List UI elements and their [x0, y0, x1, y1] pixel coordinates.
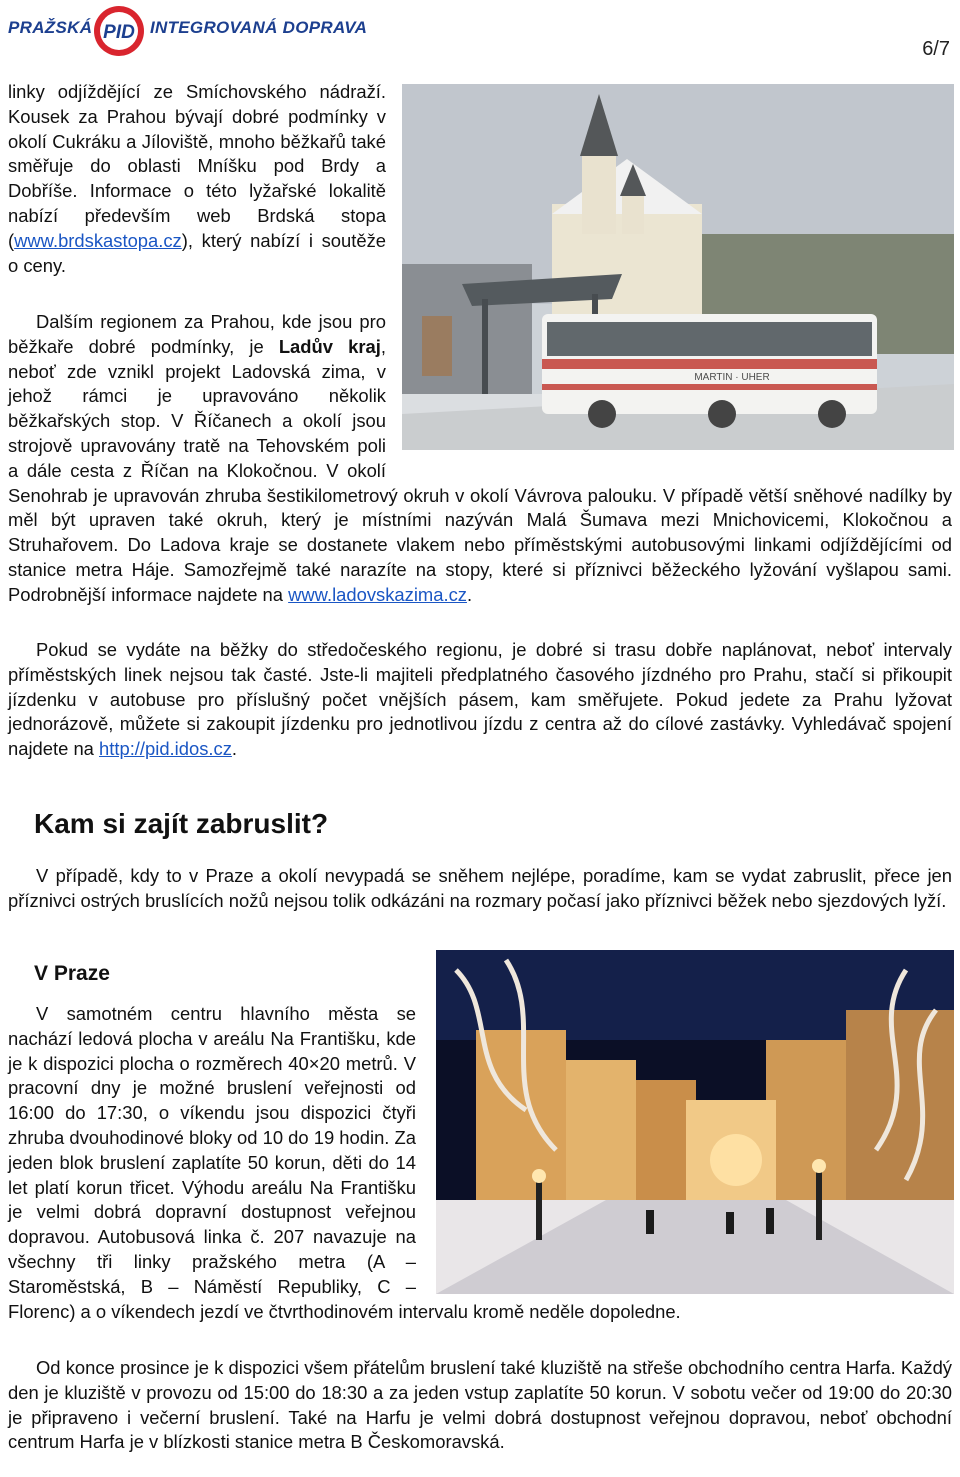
paragraph-text: . [231, 738, 238, 760]
heading-skating: Kam si zajít zabruslit? [34, 808, 329, 839]
text-wrap-spacer [416, 1002, 952, 1290]
bus-label: MARTIN · UHER [694, 372, 770, 383]
pid-badge-icon [92, 4, 146, 58]
paragraph-text: linky odjíždějící ze Smíchovského nádraží. Kousek za Prahou bývají dobré podmínky v okolí Cukráku a Jíloviště, mnoho běžkařů také směřuje do oblasti Mníšku pod Brdy a Dobříše. Informace o této lyžařské lokalitě nabízí především web Brdská stopa ( [8, 81, 386, 251]
text-wrap-spacer [386, 310, 952, 460]
paragraph-text: V samotném centru hlavního města se nachází ledová plocha v areálu Na Františku, kde je k dispozici plocha o rozměrech 40×20 metrů. V pracovní dny je možné bruslení veřejnosti od 16:00 do 17:30, o víkendu jsou dispozici čtyři zhruba dvouhodinové bloky od 10 do 19 hodin. Za jeden blok bruslení zaplatíte 50 korun, děti do 14 let platí korun třicet. Výhodu areálu Na Františku je velmi dobrá dopravní dostupnost veřejnou dopravou. Autobusová linka č. 207 navazuje na všechny tři linky pražského metra (A – Staroměstská, B – Náměstí Republiky, C – Florenc) a o víkendech jezdí ve čtvrthodinovém intervalu kromě neděle dopoledne. [8, 1003, 681, 1322]
paragraph-text: . [466, 583, 473, 605]
paragraph-text: Pokud se vydáte na běžky do středočeského regionu, je dobré si trasu dobře naplánovat, neboť intervaly příměstských linek nejsou tak časté. Jste-li majiteli předplatného časového jízdného pro Prahu, stačí si přikoupit jízdenku v autobuse pro příslušný počet vnějších pásem, kam směřujete. Pokud jedete za Prahu lyžovat jednorázově, můžete si zakoupit jízdenku pro jednotlivou jízdu z centra až do cílové zastávky. Vyhledávač spojení najdete na [8, 639, 952, 760]
logo-text-left: PRAŽSKÁ [8, 18, 93, 37]
link-ladovskazima[interactable]: www.ladovskazima.cz [288, 583, 467, 605]
heading-prague: V Praze [34, 962, 110, 985]
paragraph-na-frantisku [8, 1002, 952, 1324]
logo-text-right: INTEGROVANÁ DOPRAVA [150, 18, 368, 37]
pid-logo [8, 4, 428, 56]
paragraph-brdy [8, 80, 386, 278]
link-brdskastopa[interactable]: www.brdskastopa.cz [14, 229, 182, 251]
paragraph-text: , neboť zde vznikl projekt Ladovská zima, v jehož rámci je upravováno několik běžkařských stop. V Říčanech a okolí jsou strojově upravovány tratě na Tehovském poli a dále cesta z Říčan na Klokočnou. V okolí Senohrab je upravován zhruba šestikilometrový okruh v okolí Vávrova palouku. V případě větší sněhové nadílky by měl být upraven také okruh, který je místními nazýván Malá Šumava mezi Mnichovicemi, Klokočnou a Struhařovem. Do Ladova kraje se dostanete vlakem nebo příměstskými autobusovými linkami odjíždějícími od stanice metra Háje. Samozřejmě také narazíte na stopy, které si příznivci běžeckého lyžování vyšlapou sami. Podrobnější informace najdete na [8, 335, 952, 605]
paragraph-harfa: Od konce prosince je k dispozici všem přátelům bruslení také kluziště na střeše obchodního centra Harfa. Každý den je kluziště v provozu od 15:00 do 18:30 a za jeden vstup zaplatíte 50 korun. V sobotu večer od 19:00 do 20:30 je připraveno i večerní bruslení. Také na Harfu je velmi dobrá dostupnost veřejnou dopravou, neboť obchodní centrum Harfa je v blízkosti stanice metra B Českomoravská. [8, 1357, 952, 1453]
paragraph-text: Dalším regionem za Prahou, kde jsou pro běžkaře dobré podmínky, je [8, 311, 386, 357]
paragraph-ladovsky-kraj [8, 310, 952, 608]
page-number: 6/7 [922, 38, 950, 60]
link-pid-idos[interactable]: http://pid.idos.cz [99, 738, 232, 760]
paragraph-skating-intro: V případě, kdy to v Praze a okolí nevypadá se sněhem nejlépe, poradíme, kam se vydat zabruslit, přece jen příznivci ostrých bruslících nožů nejsou tolik odkázáni na rozmary počasí jako příznivci běžek nebo sjezdových lyží. [8, 865, 952, 911]
paragraph-text: ), který nabízí i soutěže o ceny. [8, 229, 386, 276]
paragraph-planning [8, 638, 952, 762]
logo-badge-text: PID [103, 22, 135, 43]
bold-ladovsky-kraj: Ladův kraj [278, 335, 381, 357]
